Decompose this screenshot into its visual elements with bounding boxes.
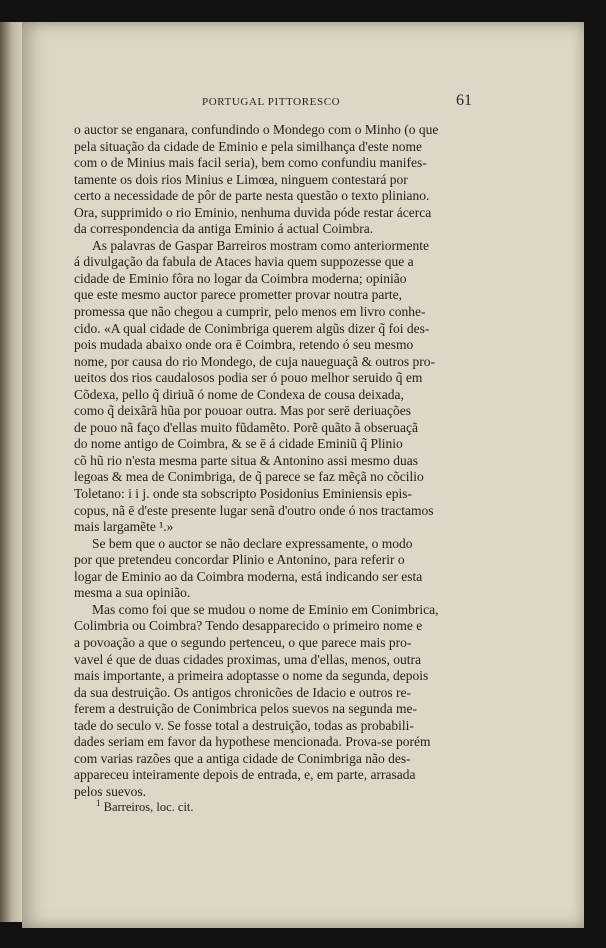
running-title: PORTUGAL PITTORESCO [202, 96, 341, 108]
text-line: dades seriam em favor da hypothese mencionada. Prova-se porém [74, 734, 431, 750]
text-line: promessa que não chegou a cumprir, pelo menos em livro conhe- [74, 304, 426, 320]
body-text [74, 122, 472, 800]
text-line: tamente os dois rios Minius e Limœa, ninguem contestará por [74, 171, 408, 187]
text-line: do nome antigo de Coimbra, & se ē á cidade Eminiũ q̃ Plinio [74, 436, 403, 452]
footnote [96, 798, 194, 815]
book-page [22, 22, 584, 928]
text-line: de pouo nã faço d'ellas muito fũdamẽto. Porẽ quãto ã obseruaçã [74, 419, 418, 435]
text-line: como q̃ deixãrã hũa por pouoar outra. Mas por serē deriuações [74, 403, 411, 419]
text-line: ferem a destruição de Conimbrica pelos suevos na segunda me- [74, 701, 418, 717]
text-line: Mas como foi que se mudou o nome de Eminio em Conimbrica, [92, 601, 439, 617]
text-line: As palavras de Gaspar Barreiros mostram como anteriormente [92, 237, 430, 253]
text-line: certo a necessidade de pôr de parte nesta questão o texto pliniano. [74, 188, 430, 204]
text-line: cido. «A qual cidade de Conimbriga querem algũs dizer q̃ foi des- [74, 320, 430, 336]
text-line: á divulgação da fabula de Ataces havia quem suppozesse que a [74, 254, 414, 270]
text-line: Ora, supprimido o rio Eminio, nenhuma duvida póde restar ácerca [74, 204, 432, 220]
text-line: Cõdexa, pello q̃ diriuã ó nome de Condexa de cousa deixada, [74, 386, 404, 402]
text-line: logar de Eminio ao da Coimbra moderna, está indicando ser esta [74, 568, 423, 584]
text-line: legoas & mea de Conimbriga, de q̃ parece se faz mẽçã no cõcilio [74, 469, 424, 485]
text-line: mesma a sua opinião. [74, 585, 191, 601]
text-line: ueitos dos rios caudalosos podia ser ó pouo melhor seruido q̃ em [74, 370, 423, 386]
page-number: 61 [456, 92, 472, 109]
text-line: Toletano: i i j. onde sta sobscripto Posidonius Eminiensis epis- [74, 486, 413, 502]
text-line: mais importante, a primeira adoptasse o nome da segunda, depois [74, 668, 429, 684]
text-line: com varias razões que a antiga cidade de Conimbriga não des- [74, 750, 411, 766]
text-line: appareceu inteiramente depois de entrada, e, em parte, arrasada [74, 767, 416, 783]
text-line: cidade de Eminio fôra no logar da Coimbra moderna; opinião [74, 270, 407, 286]
paragraph-2 [74, 238, 472, 536]
paragraph-4 [74, 602, 472, 801]
facing-page-edge [0, 22, 22, 922]
text-line: o auctor se enganara, confundindo o Mondego com o Minho (o que [74, 122, 439, 137]
page-header [22, 92, 584, 116]
text-line: que este mesmo auctor parece prometter provar noutra parte, [74, 287, 402, 303]
footnote-marker: 1 [96, 798, 101, 808]
text-line: a povoação a que o segundo pertenceu, o que parece mais pro- [74, 634, 412, 650]
text-line: da correspondencia da antiga Eminio á actual Coimbra. [74, 221, 374, 237]
text-line: cõ hũ rio n'esta mesma parte situa & Antonino assi mesmo duas [74, 452, 418, 468]
text-line: copus, nã ē d'este presente lugar senã d'outro onde ó nos tractamos [74, 502, 434, 518]
text-line: tade do seculo v. Se fosse total a destruição, todas as probabili- [74, 717, 414, 733]
text-line: pelos suevos. [74, 783, 146, 799]
text-line: da sua destruição. Os antigos chronicões de Idacio e outros re- [74, 684, 412, 700]
text-line: vavel é que de duas cidades proximas, uma d'ellas, menos, outra [74, 651, 421, 667]
text-line: Se bem que o auctor se não declare expressamente, o modo [92, 535, 413, 551]
text-line: mais largamẽte ¹.» [74, 519, 174, 535]
text-line: Colimbria ou Coimbra? Tendo desapparecido o primeiro nome e [74, 618, 423, 634]
text-line: por que pretendeu concordar Plinio e Antonino, para referir o [74, 552, 405, 568]
text-line: nome, por causa do rio Mondego, de cuja naueguaçã & outros pro- [74, 353, 436, 369]
paragraph-1 [74, 122, 472, 238]
text-line: pela situação da cidade de Eminio e pela similhança d'este nome [74, 138, 423, 154]
text-line: com o de Minius mais facil seria), bem como confundiu manifes- [74, 155, 427, 171]
footnote-text: Barreiros, loc. cit. [103, 800, 194, 815]
text-line: pois mudada abaixo onde ora ē Coimbra, retendo ó seu mesmo [74, 337, 414, 353]
paragraph-3 [74, 536, 472, 602]
